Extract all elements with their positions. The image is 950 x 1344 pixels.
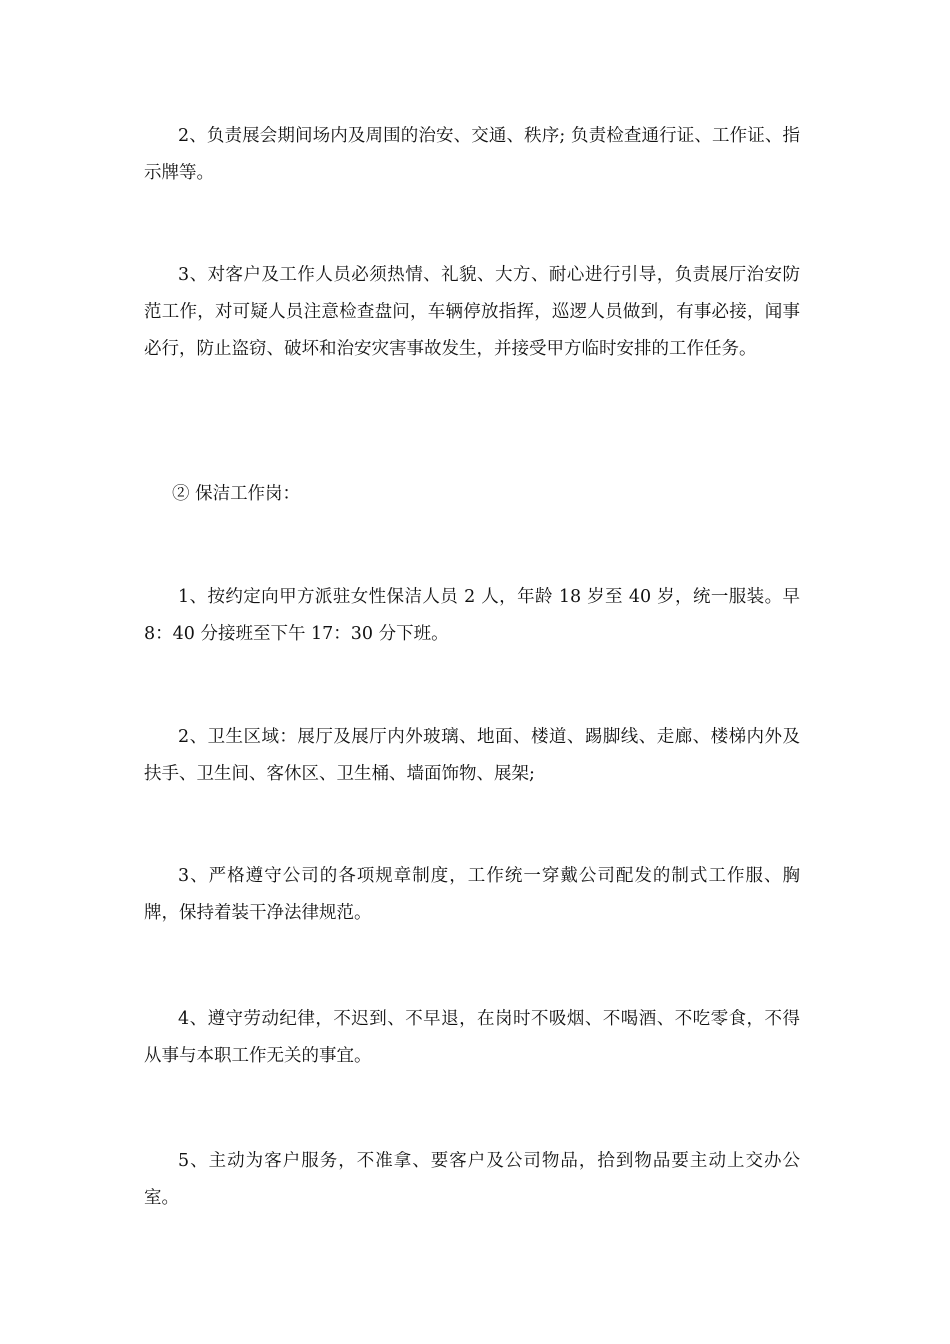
paragraph-cleaning-duty-5: 5、主动为客户服务，不准拿、要客户及公司物品，拾到物品要主动上交办公室。 bbox=[144, 1151, 800, 1208]
paragraph-security-duty-3: 3、对客户及工作人员必须热情、礼貌、大方、耐心进行引导，负责展厅治安防范工作，对可疑人员注意检查盘问，车辆停放指挥，巡逻人员做到，有事必接，闻事必行，防止盗窃、破坏和治安灾害事故发生，并接受甲方临时安排的工作任务。 bbox=[144, 265, 800, 359]
paragraph-security-duty-2: 2、负责展会期间场内及周围的治安、交通、秩序; 负责检查通行证、工作证、指示牌等。 bbox=[144, 126, 800, 183]
section-heading-cleaning: ② 保洁工作岗： bbox=[172, 484, 301, 504]
paragraph-cleaning-duty-3: 3、严格遵守公司的各项规章制度，工作统一穿戴公司配发的制式工作服、胸牌，保持着装干净法律规范。 bbox=[144, 866, 800, 923]
paragraph-cleaning-duty-2: 2、卫生区域：展厅及展厅内外玻璃、地面、楼道、踢脚线、走廊、楼梯内外及扶手、卫生间、客休区、卫生桶、墙面饰物、展架; bbox=[144, 727, 800, 784]
paragraph-cleaning-duty-1: 1、按约定向甲方派驻女性保洁人员 2 人，年龄 18 岁至 40 岁，统一服装。早 8：40 分接班至下午 17：30 分下班。 bbox=[144, 587, 800, 644]
paragraph-cleaning-duty-4: 4、遵守劳动纪律，不迟到、不早退，在岗时不吸烟、不喝酒、不吃零食，不得从事与本职工作无关的事宜。 bbox=[144, 1009, 800, 1066]
